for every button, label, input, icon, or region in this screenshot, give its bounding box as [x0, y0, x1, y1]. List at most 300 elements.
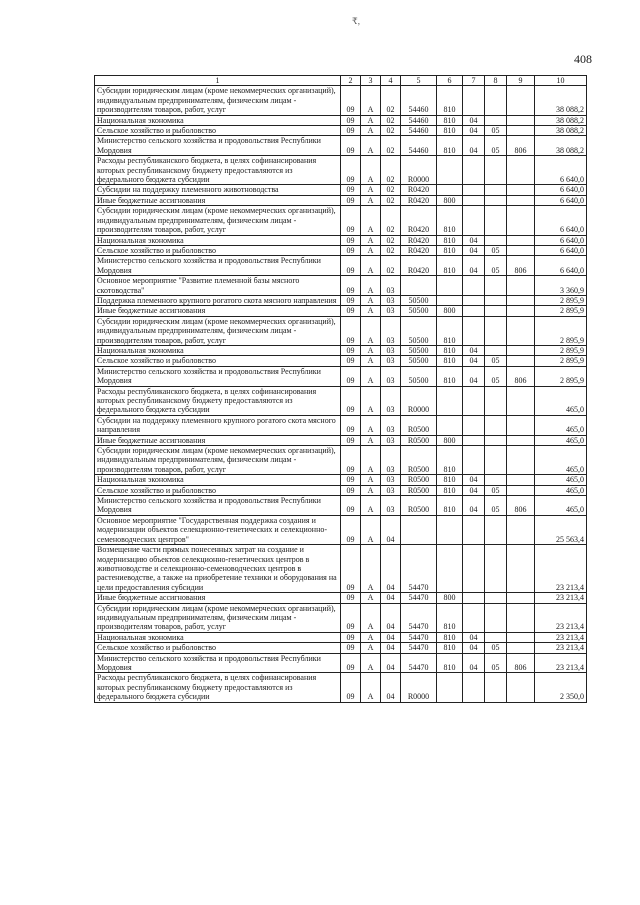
cell-code — [485, 632, 507, 642]
cell-code — [507, 515, 535, 544]
cell-code: 54460 — [401, 126, 437, 136]
cell-code — [485, 386, 507, 415]
row-name: Национальная экономика — [95, 632, 341, 642]
cell-code — [507, 316, 535, 345]
cell-code: 54460 — [401, 86, 437, 115]
cell-amount: 23 213,4 — [535, 653, 587, 673]
cell-code: R0500 — [401, 435, 437, 445]
row-name: Национальная экономика — [95, 345, 341, 355]
cell-code: 05 — [485, 256, 507, 276]
cell-code — [437, 295, 463, 305]
cell-code: А — [361, 356, 381, 366]
cell-code: 810 — [437, 126, 463, 136]
cell-amount: 2 895,9 — [535, 316, 587, 345]
cell-code: 02 — [381, 136, 401, 156]
cell-code: 02 — [381, 245, 401, 255]
cell-code — [507, 446, 535, 475]
cell-code: R0420 — [401, 245, 437, 255]
cell-code — [437, 185, 463, 195]
cell-code: 54470 — [401, 593, 437, 603]
cell-code: 810 — [437, 115, 463, 125]
cell-code: 03 — [381, 306, 401, 316]
cell-code: А — [361, 235, 381, 245]
cell-code: 09 — [341, 545, 361, 593]
cell-code: 04 — [381, 515, 401, 544]
cell-code: 04 — [463, 115, 485, 125]
cell-code: А — [361, 632, 381, 642]
cell-code — [437, 415, 463, 435]
cell-amount: 23 213,4 — [535, 632, 587, 642]
cell-code: 09 — [341, 235, 361, 245]
cell-code: 05 — [485, 356, 507, 366]
table-row — [95, 496, 587, 516]
cell-code: 810 — [437, 485, 463, 495]
cell-code — [463, 593, 485, 603]
cell-code: 09 — [341, 86, 361, 115]
header-cell: 5 — [401, 76, 437, 86]
cell-code — [437, 545, 463, 593]
cell-code: R0420 — [401, 235, 437, 245]
cell-code — [437, 386, 463, 415]
cell-code: 03 — [381, 415, 401, 435]
cell-amount: 465,0 — [535, 446, 587, 475]
cell-code: А — [361, 593, 381, 603]
cell-code — [463, 386, 485, 415]
cell-code: 09 — [341, 496, 361, 516]
row-name: Поддержка племенного крупного рогатого скота мясного направления — [95, 295, 341, 305]
row-name: Национальная экономика — [95, 475, 341, 485]
row-name: Министерство сельского хозяйства и продовольствия Республики Мордовия — [95, 496, 341, 516]
cell-amount: 6 640,0 — [535, 195, 587, 205]
cell-code — [485, 235, 507, 245]
cell-code — [507, 185, 535, 195]
cell-code — [463, 295, 485, 305]
cell-code: А — [361, 136, 381, 156]
cell-code — [507, 545, 535, 593]
cell-code — [507, 643, 535, 653]
cell-code: 05 — [485, 496, 507, 516]
cell-code: А — [361, 673, 381, 702]
row-name: Иные бюджетные ассигнования — [95, 306, 341, 316]
cell-code — [437, 156, 463, 185]
table-row — [95, 593, 587, 603]
cell-code: 03 — [381, 496, 401, 516]
cell-code: R0500 — [401, 485, 437, 495]
table-row — [95, 136, 587, 156]
cell-amount: 23 213,4 — [535, 593, 587, 603]
table-row — [95, 126, 587, 136]
cell-code: 02 — [381, 156, 401, 185]
cell-amount: 6 640,0 — [535, 185, 587, 195]
cell-code — [401, 276, 437, 296]
cell-amount: 465,0 — [535, 386, 587, 415]
cell-amount: 6 640,0 — [535, 206, 587, 235]
cell-code: 04 — [463, 496, 485, 516]
cell-code: 54470 — [401, 603, 437, 632]
table-row — [95, 485, 587, 495]
cell-code: А — [361, 475, 381, 485]
cell-code — [463, 673, 485, 702]
cell-code: 09 — [341, 435, 361, 445]
cell-code: 03 — [381, 366, 401, 386]
cell-code: 03 — [381, 276, 401, 296]
table-row — [95, 446, 587, 475]
cell-code: 09 — [341, 485, 361, 495]
cell-code: 03 — [381, 345, 401, 355]
cell-code: 05 — [485, 366, 507, 386]
cell-code: А — [361, 643, 381, 653]
cell-code: 04 — [463, 475, 485, 485]
cell-code — [485, 185, 507, 195]
cell-code: 54460 — [401, 136, 437, 156]
cell-code — [485, 295, 507, 305]
cell-code — [507, 115, 535, 125]
row-name: Иные бюджетные ассигнования — [95, 435, 341, 445]
cell-amount: 3 360,9 — [535, 276, 587, 296]
row-name: Министерство сельского хозяйства и продовольствия Республики Мордовия — [95, 256, 341, 276]
row-name: Субсидии юридическим лицам (кроме некоммерческих организаций), индивидуальным предпринимателям, физическим лицам - производителям товаров, работ, услуг — [95, 86, 341, 115]
cell-code: 54460 — [401, 115, 437, 125]
table-header-row — [95, 76, 587, 86]
cell-code — [507, 235, 535, 245]
cell-amount: 38 088,2 — [535, 86, 587, 115]
cell-code: 800 — [437, 593, 463, 603]
table-row — [95, 345, 587, 355]
cell-code: 810 — [437, 356, 463, 366]
cell-code: 03 — [381, 316, 401, 345]
cell-code: R0420 — [401, 256, 437, 276]
cell-code: 02 — [381, 195, 401, 205]
table-row — [95, 195, 587, 205]
cell-code: 810 — [437, 446, 463, 475]
cell-code: 800 — [437, 306, 463, 316]
cell-code: А — [361, 306, 381, 316]
cell-code: 09 — [341, 366, 361, 386]
table-row — [95, 653, 587, 673]
cell-code: 04 — [381, 653, 401, 673]
cell-code — [485, 545, 507, 593]
header-cell: 8 — [485, 76, 507, 86]
table-row — [95, 603, 587, 632]
table-row — [95, 475, 587, 485]
table-row — [95, 276, 587, 296]
cell-amount: 6 640,0 — [535, 245, 587, 255]
cell-code — [507, 673, 535, 702]
cell-code: А — [361, 195, 381, 205]
cell-code: 09 — [341, 295, 361, 305]
row-name: Министерство сельского хозяйства и продовольствия Республики Мордовия — [95, 136, 341, 156]
cell-code — [437, 673, 463, 702]
cell-code: 04 — [463, 126, 485, 136]
cell-code — [485, 306, 507, 316]
cell-code: 02 — [381, 256, 401, 276]
cell-code: 09 — [341, 345, 361, 355]
cell-amount: 2 895,9 — [535, 356, 587, 366]
cell-code — [463, 446, 485, 475]
row-name: Основное мероприятие "Развитие племенной базы мясного скотоводства" — [95, 276, 341, 296]
table-row — [95, 206, 587, 235]
row-name: Субсидии на поддержку племенного крупного рогатого скота мясного направления — [95, 415, 341, 435]
cell-amount: 6 640,0 — [535, 235, 587, 245]
header-cell: 6 — [437, 76, 463, 86]
cell-code — [485, 475, 507, 485]
cell-code: 810 — [437, 475, 463, 485]
cell-amount: 38 088,2 — [535, 126, 587, 136]
cell-code: 02 — [381, 126, 401, 136]
cell-code: 806 — [507, 496, 535, 516]
cell-code: А — [361, 603, 381, 632]
cell-code: 04 — [381, 673, 401, 702]
cell-code — [485, 316, 507, 345]
cell-amount: 23 213,4 — [535, 603, 587, 632]
cell-amount: 23 213,4 — [535, 545, 587, 593]
table-row — [95, 235, 587, 245]
cell-code: 09 — [341, 245, 361, 255]
cell-code: 09 — [341, 632, 361, 642]
cell-code: А — [361, 496, 381, 516]
cell-code: А — [361, 115, 381, 125]
cell-code — [507, 195, 535, 205]
cell-code — [507, 86, 535, 115]
cell-code: 50500 — [401, 366, 437, 386]
cell-code — [507, 475, 535, 485]
cell-code — [507, 245, 535, 255]
cell-code — [463, 195, 485, 205]
cell-code: А — [361, 206, 381, 235]
cell-code — [463, 306, 485, 316]
cell-code: 03 — [381, 446, 401, 475]
table-row — [95, 415, 587, 435]
cell-code: 810 — [437, 653, 463, 673]
cell-code: 04 — [463, 136, 485, 156]
cell-code — [507, 156, 535, 185]
cell-amount: 465,0 — [535, 496, 587, 516]
row-name: Министерство сельского хозяйства и продовольствия Республики Мордовия — [95, 366, 341, 386]
cell-code — [507, 345, 535, 355]
cell-code: R0500 — [401, 415, 437, 435]
cell-amount: 465,0 — [535, 485, 587, 495]
cell-code — [485, 446, 507, 475]
cell-amount: 6 640,0 — [535, 256, 587, 276]
cell-code — [485, 345, 507, 355]
cell-code: 09 — [341, 653, 361, 673]
row-name: Расходы республиканского бюджета, в целях софинансирования которых республиканскому бюджету предоставляются из федерального бюджета субсидии — [95, 673, 341, 702]
row-name: Министерство сельского хозяйства и продовольствия Республики Мордовия — [95, 653, 341, 673]
page-number: 408 — [574, 52, 592, 66]
cell-code: 806 — [507, 136, 535, 156]
cell-code: А — [361, 415, 381, 435]
row-name: Иные бюджетные ассигнования — [95, 195, 341, 205]
cell-code: А — [361, 245, 381, 255]
cell-code: 09 — [341, 593, 361, 603]
cell-code: 50500 — [401, 295, 437, 305]
cell-code: 54470 — [401, 545, 437, 593]
cell-code — [485, 206, 507, 235]
cell-code — [401, 515, 437, 544]
cell-code: А — [361, 515, 381, 544]
row-name: Национальная экономика — [95, 235, 341, 245]
table-row — [95, 643, 587, 653]
cell-code: 04 — [463, 653, 485, 673]
cell-code: 05 — [485, 643, 507, 653]
table-row — [95, 632, 587, 642]
cell-code: 810 — [437, 316, 463, 345]
cell-code: А — [361, 126, 381, 136]
cell-amount: 6 640,0 — [535, 156, 587, 185]
cell-code: А — [361, 653, 381, 673]
cell-code — [507, 593, 535, 603]
cell-amount: 2 895,9 — [535, 366, 587, 386]
cell-code — [507, 386, 535, 415]
cell-amount: 38 088,2 — [535, 136, 587, 156]
cell-code: 09 — [341, 515, 361, 544]
cell-code: А — [361, 86, 381, 115]
cell-code: А — [361, 545, 381, 593]
table-row — [95, 306, 587, 316]
cell-code: 09 — [341, 603, 361, 632]
cell-code: R0000 — [401, 156, 437, 185]
cell-code: А — [361, 316, 381, 345]
cell-code — [485, 276, 507, 296]
cell-code — [485, 515, 507, 544]
cell-amount: 465,0 — [535, 435, 587, 445]
cell-code — [463, 415, 485, 435]
cell-code: 09 — [341, 256, 361, 276]
cell-code — [507, 295, 535, 305]
cell-code: 50500 — [401, 306, 437, 316]
cell-code — [463, 276, 485, 296]
cell-amount: 2 350,0 — [535, 673, 587, 702]
cell-code: 04 — [463, 632, 485, 642]
cell-code: 09 — [341, 126, 361, 136]
cell-code: 02 — [381, 235, 401, 245]
header-cell: 9 — [507, 76, 535, 86]
cell-code: 54470 — [401, 643, 437, 653]
cell-code — [507, 126, 535, 136]
cell-code — [507, 415, 535, 435]
cell-code: 50500 — [401, 356, 437, 366]
row-name: Иные бюджетные ассигнования — [95, 593, 341, 603]
cell-code: А — [361, 156, 381, 185]
row-name: Расходы республиканского бюджета, в целях софинансирования которых республиканскому бюджету предоставляются из федерального бюджета субсидии — [95, 386, 341, 415]
cell-code — [485, 195, 507, 205]
row-name: Субсидии юридическим лицам (кроме некоммерческих организаций), индивидуальным предпринимателям, физическим лицам - производителям товаров, работ, услуг — [95, 446, 341, 475]
header-cell: 7 — [463, 76, 485, 86]
cell-code: 09 — [341, 356, 361, 366]
cell-code — [485, 415, 507, 435]
cell-code: R0500 — [401, 446, 437, 475]
table-row — [95, 515, 587, 544]
cell-code: 810 — [437, 245, 463, 255]
row-name: Сельское хозяйство и рыболовство — [95, 245, 341, 255]
row-name: Субсидии юридическим лицам (кроме некоммерческих организаций), индивидуальным предпринимателям, физическим лицам - производителям товаров, работ, услуг — [95, 206, 341, 235]
cell-code: 810 — [437, 496, 463, 516]
cell-code: 05 — [485, 485, 507, 495]
table-row — [95, 86, 587, 115]
cell-code: 04 — [381, 545, 401, 593]
cell-code: 09 — [341, 386, 361, 415]
header-cell: 2 — [341, 76, 361, 86]
row-name: Субсидии юридическим лицам (кроме некоммерческих организаций), индивидуальным предпринимателям, физическим лицам - производителям товаров, работ, услуг — [95, 316, 341, 345]
cell-code — [463, 316, 485, 345]
cell-code: А — [361, 185, 381, 195]
cell-code: А — [361, 435, 381, 445]
row-name: Субсидии на поддержку племенного животноводства — [95, 185, 341, 195]
cell-code: 09 — [341, 195, 361, 205]
cell-code: 09 — [341, 316, 361, 345]
cell-code — [485, 603, 507, 632]
table-row — [95, 245, 587, 255]
table-row — [95, 435, 587, 445]
cell-code: 50500 — [401, 345, 437, 355]
cell-code — [463, 515, 485, 544]
cell-code: R0420 — [401, 195, 437, 205]
cell-code: 04 — [463, 366, 485, 386]
row-name: Субсидии юридическим лицам (кроме некоммерческих организаций), индивидуальным предпринимателям, физическим лицам - производителям товаров, работ, услуг — [95, 603, 341, 632]
cell-code — [463, 156, 485, 185]
cell-code: 03 — [381, 386, 401, 415]
cell-code: R0000 — [401, 673, 437, 702]
cell-code — [485, 115, 507, 125]
cell-code: 09 — [341, 156, 361, 185]
cell-code: 50500 — [401, 316, 437, 345]
cell-code: А — [361, 485, 381, 495]
cell-code: 810 — [437, 256, 463, 276]
cell-code — [507, 306, 535, 316]
row-name: Возмещение части прямых понесенных затрат на создание и модернизацию объектов селекционно-генетических центров в животноводстве и селекционно-семеноводческих центров в растениеводстве, а также на приобретение техники и оборудования на цели предоставления субсидии — [95, 545, 341, 593]
cell-code: 04 — [381, 632, 401, 642]
cell-code: 810 — [437, 206, 463, 235]
cell-code: 04 — [463, 256, 485, 276]
cell-code — [485, 593, 507, 603]
row-name: Сельское хозяйство и рыболовство — [95, 485, 341, 495]
cell-code: А — [361, 276, 381, 296]
cell-code: 54470 — [401, 653, 437, 673]
cell-code — [463, 185, 485, 195]
cell-amount: 465,0 — [535, 415, 587, 435]
cell-code — [463, 603, 485, 632]
cell-code: 04 — [463, 485, 485, 495]
cell-code: 09 — [341, 276, 361, 296]
cell-code: 05 — [485, 245, 507, 255]
cell-code: 800 — [437, 195, 463, 205]
table-row — [95, 115, 587, 125]
table-row — [95, 545, 587, 593]
cell-code: 810 — [437, 235, 463, 245]
cell-code: 05 — [485, 126, 507, 136]
cell-code: 810 — [437, 632, 463, 642]
cell-code: 04 — [381, 643, 401, 653]
cell-code: 09 — [341, 206, 361, 235]
cell-code: 810 — [437, 603, 463, 632]
cell-code: 05 — [485, 653, 507, 673]
cell-code: 02 — [381, 115, 401, 125]
cell-amount: 465,0 — [535, 475, 587, 485]
header-cell: 1 — [95, 76, 341, 86]
cell-code — [507, 206, 535, 235]
cell-code: 806 — [507, 366, 535, 386]
cell-code — [485, 435, 507, 445]
cell-code: R0500 — [401, 496, 437, 516]
cell-code: 806 — [507, 653, 535, 673]
cell-code: 09 — [341, 446, 361, 475]
cell-code: 03 — [381, 485, 401, 495]
cell-code: R0420 — [401, 206, 437, 235]
cell-code: 04 — [463, 643, 485, 653]
cell-code: 09 — [341, 475, 361, 485]
cell-code: А — [361, 256, 381, 276]
cell-code: 09 — [341, 136, 361, 156]
